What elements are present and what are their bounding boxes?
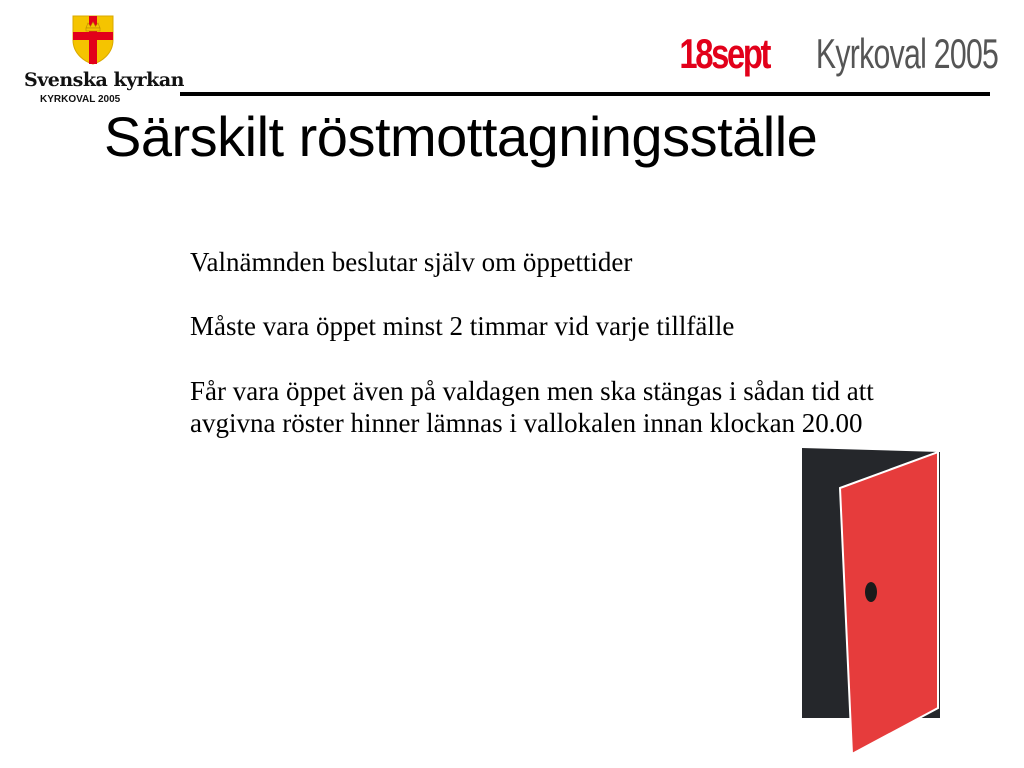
body-paragraph: Valnämnden beslutar själv om öppettider [190, 247, 633, 277]
door-knob [865, 582, 877, 602]
logo-subtitle: KYRKOVAL 2005 [40, 94, 121, 105]
logo-name: Svenska kyrkan [24, 69, 184, 91]
open-door-icon [800, 448, 942, 758]
slide-title: Särskilt röstmottagningsställe [104, 105, 818, 168]
event-header [654, 26, 998, 82]
svenska-kyrkan-logo [20, 14, 184, 106]
church-shield-icon [71, 14, 115, 66]
event-label: Kyrkoval 2005 [815, 30, 998, 77]
slide-body [190, 246, 910, 472]
date-label: 18sept [679, 30, 769, 77]
header-divider [180, 92, 990, 96]
body-paragraph: Får vara öppet även på valdagen men ska stängas i sådan tid att avgivna röster hinner lämnas i vallokalen innan klockan 20.00 [190, 375, 874, 439]
body-paragraph: Måste vara öppet minst 2 timmar vid varje tillfälle [190, 311, 735, 342]
door-panel [840, 452, 938, 754]
